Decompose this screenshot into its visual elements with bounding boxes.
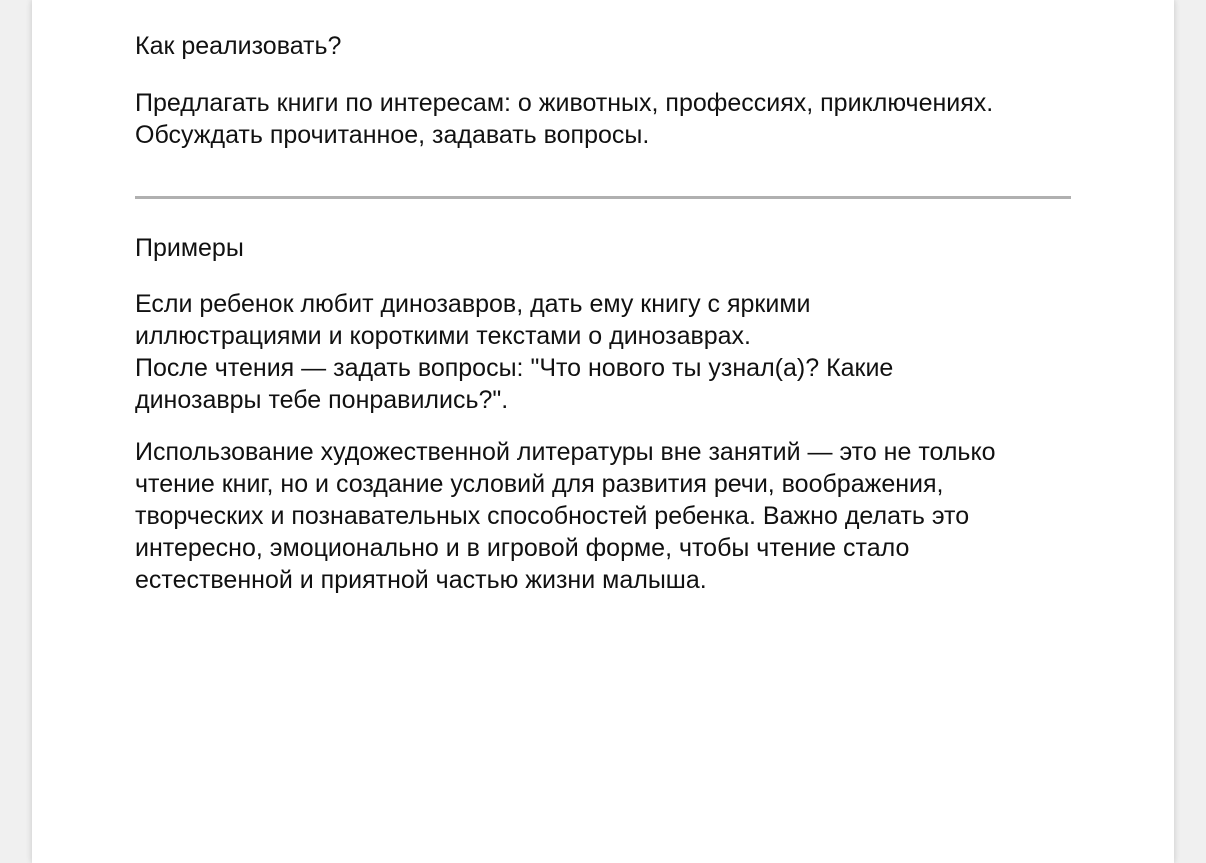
conclusion-line: интересно, эмоционально и в игровой форме, чтобы чтение стало <box>135 534 910 562</box>
document-content <box>135 30 1075 596</box>
example-paragraph <box>135 288 1075 416</box>
how-line: Обсуждать прочитанное, задавать вопросы. <box>135 121 650 149</box>
conclusion-line: чтение книг, но и создание условий для развития речи, воображения, <box>135 470 944 498</box>
example-line: После чтения — задать вопросы: "Что нового ты узнал(а)? Какие <box>135 354 894 382</box>
example-line: динозавры тебе понравились?". <box>135 386 509 414</box>
document-page <box>32 0 1174 863</box>
example-line: иллюстрациями и короткими текстами о динозаврах. <box>135 322 752 350</box>
section-heading-how: Как реализовать? <box>135 32 342 60</box>
conclusion-paragraph <box>135 436 1075 596</box>
conclusion-line: естественной и приятной частью жизни малыша. <box>135 566 707 594</box>
conclusion-line: творческих и познавательных способностей ребенка. Важно делать это <box>135 502 970 530</box>
conclusion-line: Использование художественной литературы вне занятий — это не только <box>135 438 996 466</box>
example-line: Если ребенок любит динозавров, дать ему книгу с яркими <box>135 290 811 318</box>
how-line: Предлагать книги по интересам: о животных, профессиях, приключениях. <box>135 89 994 117</box>
how-paragraph <box>135 87 1075 151</box>
section-divider <box>135 196 1071 199</box>
section-heading-examples: Примеры <box>135 234 244 262</box>
